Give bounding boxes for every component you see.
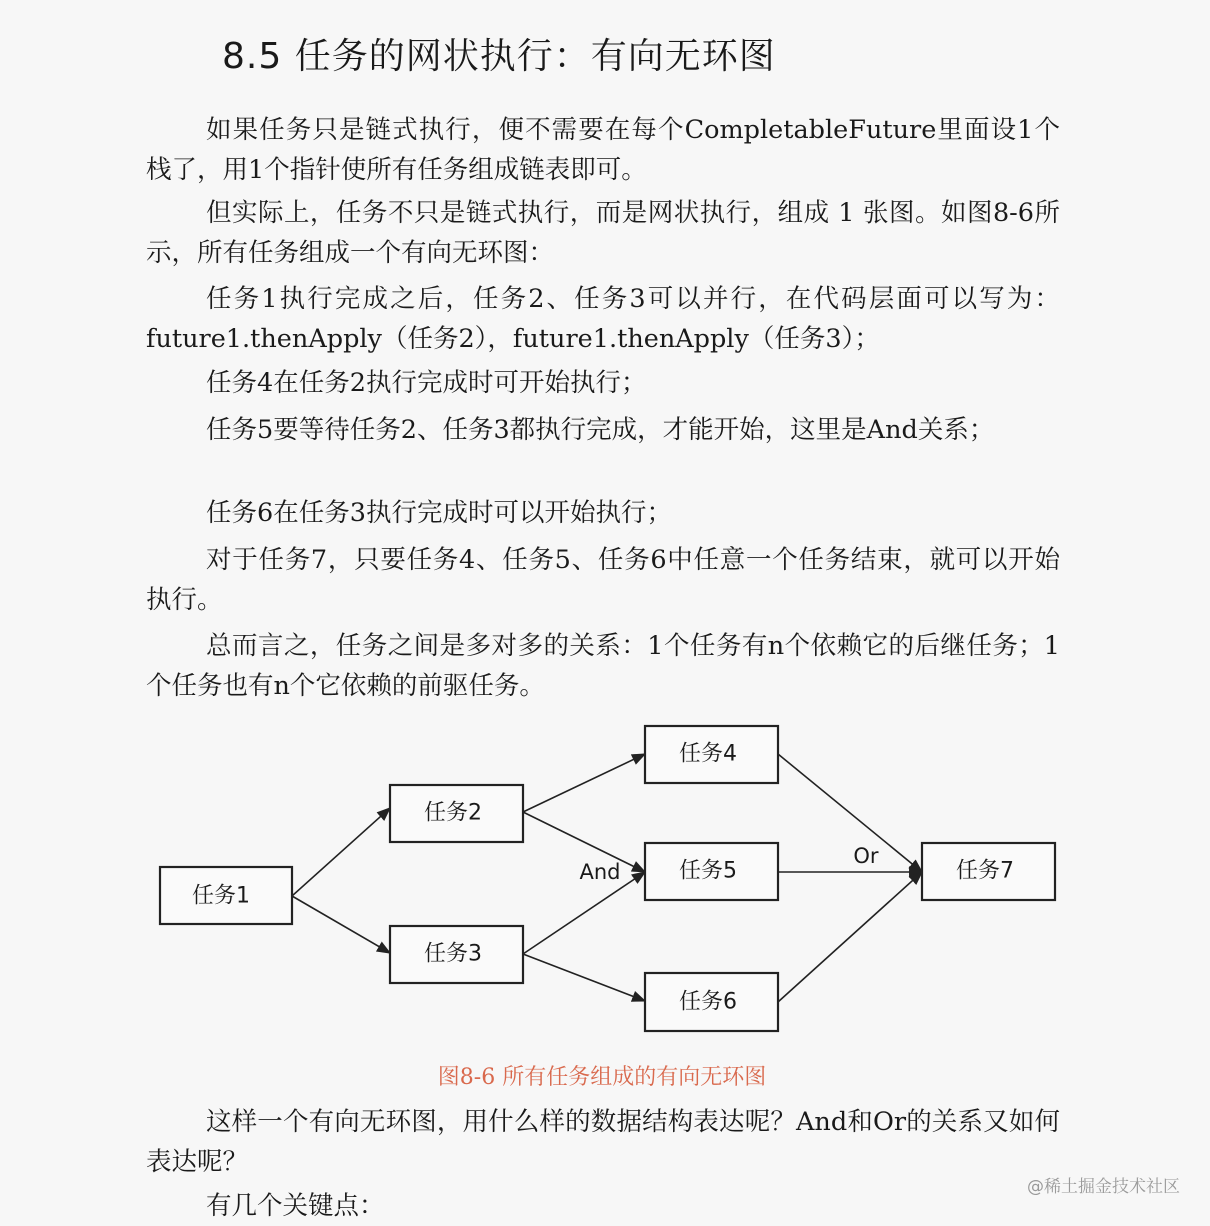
paragraph-1: 如果任务只是链式执行，便不需要在每个CompletableFuture里面设1个栈了，用1个指针使所有任务组成链表即可。 (146, 115, 1060, 185)
paragraph-3: 任务1执行完成之后，任务2、任务3可以并行，在代码层面可以写为：future1.thenApply（任务2），future1.thenApply（任务3）； (146, 284, 1060, 354)
node-task2-label: 任务2 (424, 800, 482, 826)
edge-1-3 (292, 896, 390, 953)
node-task7-label: 任务7 (956, 858, 1014, 884)
edge-6-7 (778, 872, 922, 1002)
paragraph-5: 任务5要等待任务2、任务3都执行完成，才能开始，这里是And关系； (206, 415, 995, 445)
node-task2 (390, 785, 523, 842)
watermark: @稀土掘金技术社区 (1027, 1177, 1180, 1197)
edge-3-5 (523, 872, 645, 954)
node-task5-label: 任务5 (679, 858, 737, 884)
paragraph-9: 这样一个有向无环图，用什么样的数据结构表达呢？And和Or的关系又如何表达呢？ (146, 1107, 1060, 1177)
node-task3-label: 任务3 (424, 941, 482, 967)
section-title: 8.5 任务的网状执行：有向无环图 (222, 36, 776, 77)
node-task1 (160, 867, 292, 924)
node-task4-label: 任务4 (679, 741, 737, 767)
node-task4 (645, 726, 778, 783)
edge-4-7 (778, 754, 922, 872)
node-task6 (645, 973, 778, 1031)
paragraph-6: 任务6在任务3执行完成时可以开始执行； (206, 498, 672, 528)
edge-1-2 (292, 808, 390, 896)
paragraph-8: 总而言之，任务之间是多对多的关系：1个任务有n个依赖它的后继任务；1个任务也有n个它依赖的前驱任务。 (146, 631, 1060, 701)
and-label: And (579, 860, 621, 884)
or-label: Or (853, 844, 879, 868)
node-task7 (922, 843, 1055, 900)
paragraph-2: 但实际上，任务不只是链式执行，而是网状执行，组成 1 张图。如图8-6所示，所有任务组成一个有向无环图： (146, 198, 1060, 268)
paragraph-7: 对于任务7，只要任务4、任务5、任务6中任意一个任务结束，就可以开始执行。 (146, 545, 1060, 615)
node-task5 (645, 843, 778, 900)
figure-caption-text: 图8-6 所有任务组成的有向无环图 (437, 1065, 767, 1090)
edge-3-6 (523, 954, 645, 1001)
node-task1-label: 任务1 (192, 883, 250, 909)
node-task3 (390, 926, 523, 983)
edge-2-4 (523, 754, 645, 812)
paragraph-10: 有几个关键点： (206, 1191, 385, 1221)
node-task6-label: 任务6 (679, 989, 737, 1015)
paragraph-4: 任务4在任务2执行完成时可开始执行； (206, 368, 647, 398)
figure-caption (0, 1060, 1210, 1091)
dag-diagram (0, 700, 1210, 1050)
